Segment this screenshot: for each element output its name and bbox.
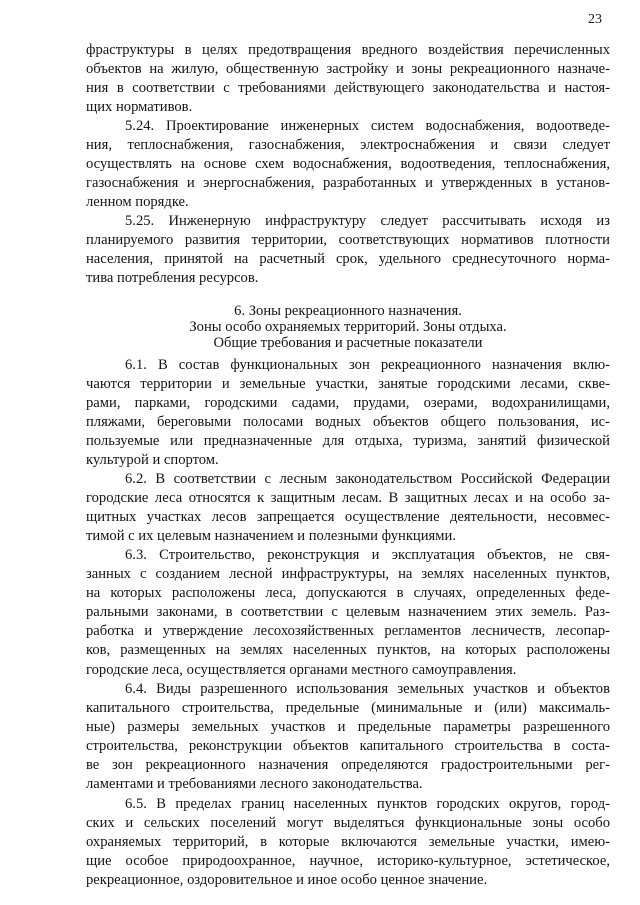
paragraph-5-25 [86, 212, 610, 288]
text-line: щих нормативов. [86, 99, 193, 116]
text-line: пляжами, береговыми полосами водных объектов общего пользования, ис- [86, 414, 610, 431]
paragraph-text [86, 117, 610, 212]
text-line: населения, принятой на расчетный срок, удельного среднесуточного норма- [86, 251, 610, 268]
paragraph-6-3 [86, 546, 610, 680]
paragraph-text [86, 470, 610, 546]
paragraph-6-4 [86, 680, 610, 795]
paragraph-text [86, 356, 610, 471]
text-line: планируемого развития территории, соответствующих нормативов плотности [86, 232, 610, 249]
text-line: 5.25. Инженерную инфраструктуру следует рассчитывать исходя из [125, 213, 610, 229]
text-line: ков, размещенных на землях населенных пунктов, на которых расположены [86, 642, 610, 659]
text-line: ленном порядке. [86, 194, 189, 211]
section-heading-line: Общие требования и расчетные показатели [213, 335, 483, 352]
text-line: пользуемые или предназначенные для отдыха, туризма, занятий физической [86, 433, 610, 450]
text-line: щие особое природоохранное, научное, историко-культурное, эстетическое, [86, 853, 610, 870]
text-line: осуществлять на основе схем водоснабжения, водоотведения, теплоснабжения, [86, 156, 610, 173]
text-line: 6.5. В пределах границ населенных пунктов городских округов, город- [125, 796, 610, 812]
paragraph-text [86, 795, 610, 890]
text-line: капитального строительства, предельные (минимальные и (или) максималь- [86, 700, 610, 717]
text-line: рами, парками, городскими садами, прудами, озерами, водохранилищами, [86, 395, 610, 412]
text-line: ских и сельских поселений могут выделяться функциональные зоны особо [86, 815, 610, 832]
text-line: ламентами и требованиями лесного законодательства. [86, 776, 423, 793]
text-line: чаются территории и земельные участки, занятые городскими лесами, скве- [86, 376, 610, 393]
paragraph-cont [86, 41, 610, 117]
text-line: фраструктуры в целях предотвращения вредного воздействия перечисленных [86, 42, 610, 58]
paragraph-6-1 [86, 356, 610, 471]
text-line: культурой и спортом. [86, 452, 219, 469]
section-heading-line: 6. Зоны рекреационного назначения. [234, 303, 462, 319]
paragraph-6-5 [86, 795, 610, 890]
text-line: строительства, реконструкции объектов капитального строительства в соста- [86, 738, 610, 755]
paragraph-5-24 [86, 117, 610, 212]
page-number: 23 [588, 12, 602, 27]
section-heading [86, 303, 610, 352]
text-line: 6.3. Строительство, реконструкция и эксплуатация объектов, не свя- [125, 547, 610, 563]
text-line: рекреационное, оздоровительное и иное особо ценное значение. [86, 872, 488, 889]
text-line: охраняемых территорий, в которые включаются земельные участки, имею- [86, 834, 610, 851]
text-line: 6.2. В соответствии с лесным законодательством Российской Федерации [125, 471, 610, 487]
paragraph-text [86, 41, 610, 117]
section-heading-line: Зоны особо охраняемых территорий. Зоны отдыха. [189, 319, 507, 336]
text-line: занных с созданием лесной инфраструктуры, на землях населенных пунктов, [86, 566, 610, 583]
text-line: ральными законами, в соответствии с целевым назначением этих земель. Раз- [86, 604, 610, 621]
text-line: городские леса относятся к защитным лесам. В защитных лесах и на особо за- [86, 490, 610, 507]
text-line: объектов на жилую, общественную застройку и зоны рекреационного назначе- [86, 61, 610, 78]
paragraph-6-2 [86, 470, 610, 546]
text-line: газоснабжения и энергоснабжения, разработанных и утвержденных в установ- [86, 175, 610, 192]
text-line: ные) размеры земельных участков и предельные параметры разрешенного [86, 719, 610, 736]
paragraph-text [86, 212, 610, 288]
paragraph-text [86, 546, 610, 680]
text-line: 6.4. Виды разрешенного использования земельных участков и объектов [125, 681, 610, 697]
text-line: ния в соответствии с требованиями действующего законодательства и настоя- [86, 80, 610, 97]
text-line: щитных участках лесов запрещается осуществление деятельности, несовмес- [86, 509, 610, 526]
text-line: ве зон рекреационного назначения определяются градостроительными рег- [86, 757, 610, 774]
text-line: тимой с их целевым назначением и полезными функциями. [86, 528, 456, 545]
text-line: на которых расположены леса, допускаются в случаях, определенных феде- [86, 585, 610, 602]
text-line: 6.1. В состав функциональных зон рекреационного назначения вклю- [125, 357, 610, 373]
text-line: городские леса, осуществляется органами местного самоуправления. [86, 661, 517, 678]
text-line: ния, теплоснабжения, газоснабжения, электроснабжения и связи следует [86, 137, 610, 154]
paragraph-text [86, 680, 610, 795]
text-line: 5.24. Проектирование инженерных систем водоснабжения, водоотведе- [125, 118, 610, 134]
text-line: тива потребления ресурсов. [86, 270, 259, 287]
text-line: работка и утверждение лесохозяйственных регламентов лесничеств, лесопар- [86, 623, 610, 640]
